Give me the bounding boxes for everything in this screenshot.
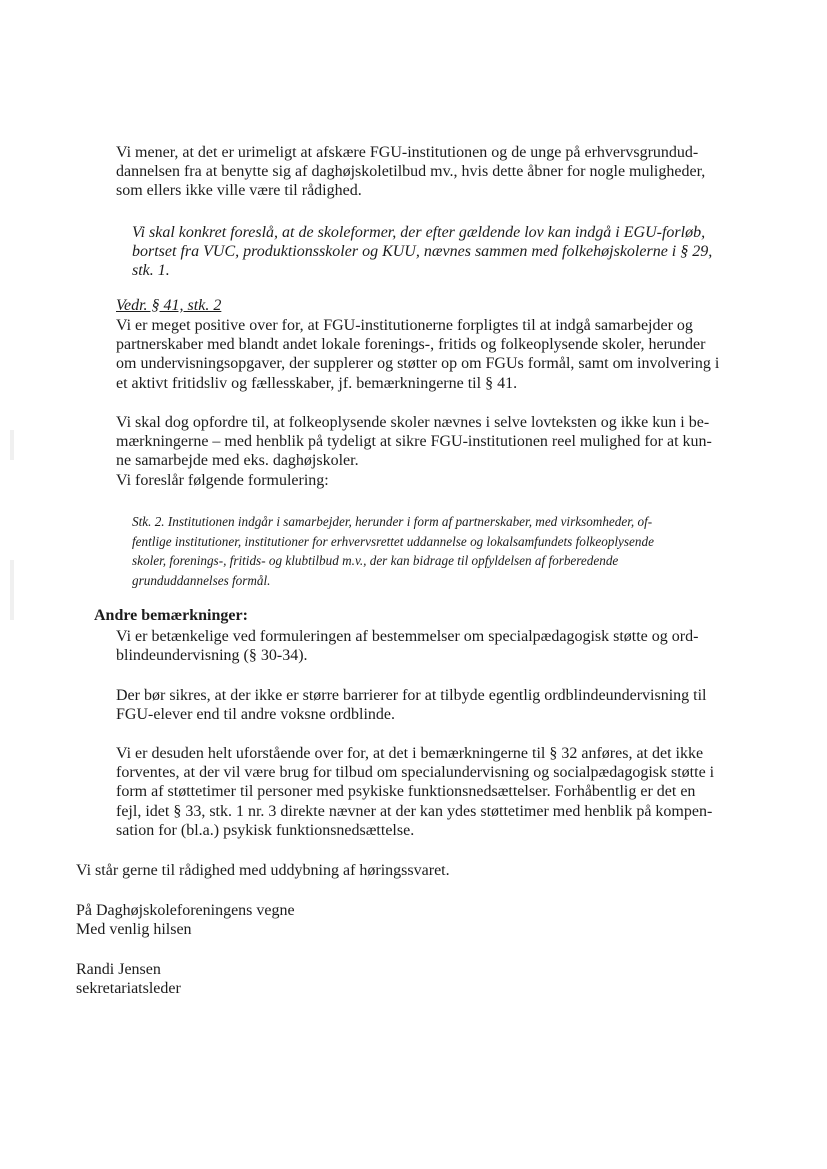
text-line: Vi mener, at det er urimeligt at afskære FGU-institutionen og de unge på erhvervsgrundud-: [116, 144, 699, 161]
text-line: om undervisningsopgaver, der supplerer og støtter op om FGUs formål, samt om involvering i: [116, 355, 720, 373]
text-line: ne samarbejde med eks. daghøjskoler.: [116, 452, 359, 470]
text-line: form af støttetimer til personer med psykiske funktionsnedsættelser. Forhåbentlig er det en: [116, 783, 696, 801]
text-line: FGU-elever end til andre voksne ordblinde.: [116, 706, 396, 724]
text-line: sation for (bl.a.) psykisk funktionsnedsættelse.: [116, 821, 415, 839]
text-line: Vi er meget positive over for, at FGU-institutionerne forpligtes til at indgå samarbejder og: [116, 317, 693, 334]
paragraph-special-support: [116, 627, 698, 665]
text-line: Stk. 2. Institutionen indgår i samarbejder, herunder i form af partnerskaber, med virksomheder, of-: [132, 514, 653, 529]
text-line: fentlige institutioner, institutioner for erhvervsrettet uddannelse og lokalsamfundets folkeoplysende: [132, 533, 654, 549]
text-line: Vi skal konkret foreslå, at de skoleformer, der efter gældende lov kan indgå i EGU-forløb,: [132, 224, 706, 241]
text-line: skoler, forenings-, fritids- og klubtilbud m.v., der kan bidrage til opfyldelsen af forberedende: [132, 553, 619, 569]
text-line: Vi foreslår følgende formulering:: [116, 471, 329, 489]
text-line: fejl, idet § 33, stk. 1 nr. 3 direkte nævner at der kan ydes støttetimer med henblik på kompen-: [116, 802, 713, 820]
text-line: bortset fra VUC, produktionsskoler og KUU, nævnes sammen med folkehøjskolerne i § 29,: [132, 243, 713, 261]
text-line: dannelsen fra at benytte sig af daghøjskoletilbud mv., hvis dette åbner for nogle muligheder,: [116, 163, 706, 181]
text-line: Der bør sikres, at der ikke er større barrierer for at tilbyde egentlig ordblindeundervisning til: [116, 687, 707, 704]
proposal-paragraph-2: [132, 512, 654, 590]
paragraph-support-hours: [116, 744, 714, 840]
text-line: Vi er betænkelige ved formuleringen af bestemmelser om specialpædagogisk støtte og ord-: [116, 628, 699, 645]
scan-artifact: [10, 430, 14, 460]
signoff-line: Med venlig hilsen: [76, 921, 192, 939]
scan-artifact: [10, 560, 14, 620]
text-line: mærkningerne – med henblik på tydeligt at sikre FGU-institutionen reel mulighed for at kun-: [116, 433, 712, 451]
text-line: partnerskaber med blandt andet lokale forenings-, fritids og folkeoplysende skoler, herunder: [116, 336, 706, 354]
text-line: som ellers ikke ville være til rådighed.: [116, 182, 362, 200]
text-line: Vi skal dog opfordre til, at folkeoplysende skoler nævnes i selve lovteksten og ikke kun i be-: [116, 414, 710, 431]
paragraph-section-41: [116, 316, 719, 393]
text-line: et aktivt fritidsliv og fællesskaber, jf. bemærkningerne til § 41.: [116, 374, 518, 392]
signatory-title: sekretariatsleder: [76, 980, 181, 998]
paragraph-dyslexia: [116, 686, 706, 724]
text-line: Vi er desuden helt uforstående over for, at det i bemærkningerne til § 32 anføres, at det ikke: [116, 745, 704, 762]
paragraph-recommendation: [116, 413, 712, 490]
text-line: grunduddannelses formål.: [132, 572, 271, 588]
signoff-line: På Daghøjskoleforeningens vegne: [76, 902, 295, 919]
signatory-name: Randi Jensen: [76, 961, 161, 978]
text-line: forventes, at der vil være brug for tilbud om specialundervisning og socialpædagogisk støtte i: [116, 764, 715, 782]
other-remarks-heading: Andre bemærkninger:: [94, 607, 248, 624]
section-heading: Vedr. § 41, stk. 2: [116, 297, 222, 314]
paragraph-intro: [116, 143, 705, 201]
signoff: [76, 901, 295, 939]
text-line: blindeundervisning (§ 30-34).: [116, 647, 308, 665]
signature: [76, 960, 181, 998]
closing-sentence: Vi står gerne til rådighed med uddybning af høringssvaret.: [76, 862, 450, 879]
proposal-paragraph-1: [132, 223, 712, 281]
text-line: stk. 1.: [132, 262, 170, 280]
